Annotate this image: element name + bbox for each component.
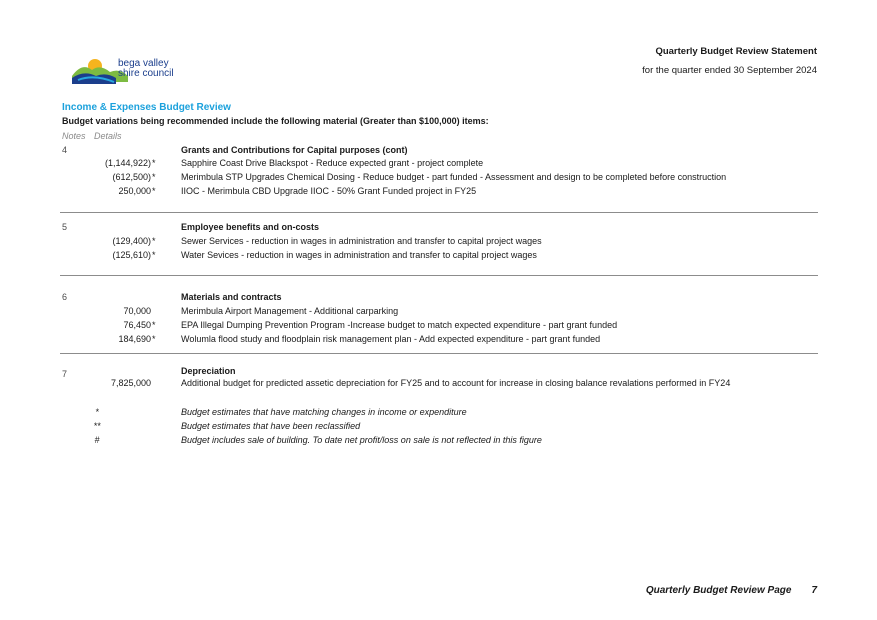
divider bbox=[60, 275, 818, 276]
description: Sapphire Coast Drive Blackspot - Reduce expected grant - project complete bbox=[181, 158, 484, 168]
divider bbox=[60, 353, 818, 354]
page-footer bbox=[646, 585, 817, 596]
description: Water Sevices - reduction in wages in administration and transfer to capital project wages bbox=[181, 250, 537, 260]
section-title: Income & Expenses Budget Review bbox=[62, 102, 231, 113]
flag: * bbox=[152, 236, 156, 246]
table-row bbox=[0, 185, 877, 198]
description: EPA Illegal Dumping Prevention Program -Increase budget to match expected expenditure - part grant funded bbox=[181, 320, 618, 330]
footnote bbox=[0, 406, 877, 419]
amount: 7,825,000 bbox=[110, 378, 151, 388]
group-heading-row bbox=[0, 221, 877, 234]
description: Merimbula Airport Management - Additional carparking bbox=[181, 306, 399, 316]
table-row bbox=[0, 235, 877, 248]
group-heading: Employee benefits and on-costs bbox=[181, 222, 320, 232]
note-number: 4 bbox=[62, 145, 68, 155]
group-heading-row bbox=[0, 291, 877, 304]
footnote-symbol: # bbox=[94, 435, 100, 445]
section-intro: Budget variations being recommended include the following material (Greater than $100,000) items: bbox=[62, 116, 489, 126]
footnote-symbol: * bbox=[95, 407, 99, 417]
amount: 70,000 bbox=[123, 306, 151, 316]
description: Wolumla flood study and floodplain risk management plan - Add expected expenditure - part grant funded bbox=[181, 334, 601, 344]
amount: (129,400) bbox=[112, 236, 151, 246]
table-row bbox=[0, 319, 877, 332]
group-heading: Materials and contracts bbox=[181, 292, 282, 302]
footnote bbox=[0, 434, 877, 447]
amount: (1,144,922) bbox=[104, 158, 151, 168]
group-heading-row bbox=[0, 144, 877, 157]
description: Sewer Services - reduction in wages in administration and transfer to capital project wages bbox=[181, 236, 542, 246]
description: IIOC - Merimbula CBD Upgrade IIOC - 50% Grant Funded project in FY25 bbox=[181, 186, 477, 196]
divider bbox=[60, 212, 818, 213]
table-row bbox=[0, 305, 877, 318]
footer-label: Quarterly Budget Review Page bbox=[645, 585, 792, 596]
amount: 184,690 bbox=[118, 334, 151, 344]
table-row bbox=[0, 377, 877, 390]
table-row bbox=[0, 171, 877, 184]
footnote-text: Budget estimates that have been reclassified bbox=[181, 421, 361, 431]
amount: (612,500) bbox=[112, 172, 151, 182]
amount: 76,450 bbox=[123, 320, 151, 330]
group-heading: Grants and Contributions for Capital purposes (cont) bbox=[181, 145, 408, 155]
col-details: Details bbox=[94, 131, 122, 141]
group-heading: Depreciation bbox=[181, 366, 236, 376]
report-subtitle: for the quarter ended 30 September 2024 bbox=[642, 65, 817, 76]
report-title: Quarterly Budget Review Statement bbox=[655, 46, 817, 57]
note-number: 7 bbox=[62, 369, 68, 379]
amount: 250,000 bbox=[118, 186, 151, 196]
table-row bbox=[0, 249, 877, 262]
flag: * bbox=[152, 172, 156, 182]
table-row bbox=[0, 157, 877, 170]
table-row bbox=[0, 333, 877, 346]
description: Additional budget for predicted assetic depreciation for FY25 and to account for increase in closing balance revalations performed in FY24 bbox=[181, 378, 731, 388]
column-headers bbox=[62, 131, 128, 141]
flag: * bbox=[152, 186, 156, 196]
footnote bbox=[0, 420, 877, 433]
note-number: 5 bbox=[62, 222, 68, 232]
col-notes: Notes bbox=[62, 131, 86, 141]
logo-line-1: bega valley bbox=[118, 58, 169, 69]
amount: (125,610) bbox=[112, 250, 151, 260]
footnote-text: Budget estimates that have matching changes in income or expenditure bbox=[181, 407, 467, 417]
footnote-text: Budget includes sale of building. To date net profit/loss on sale is not reflected in this figure bbox=[181, 435, 542, 445]
flag: * bbox=[152, 320, 156, 330]
flag: * bbox=[152, 250, 156, 260]
description: Merimbula STP Upgrades Chemical Dosing - Reduce budget - part funded - Assessment and design to be completed before construction bbox=[181, 172, 727, 182]
page-number: 7 bbox=[811, 585, 817, 596]
flag: * bbox=[152, 158, 156, 168]
note-number: 6 bbox=[62, 292, 68, 302]
flag: * bbox=[152, 334, 156, 344]
footnote-symbol: ** bbox=[93, 421, 101, 431]
council-logo bbox=[70, 52, 200, 92]
logo-line-2: shire council bbox=[118, 68, 174, 79]
